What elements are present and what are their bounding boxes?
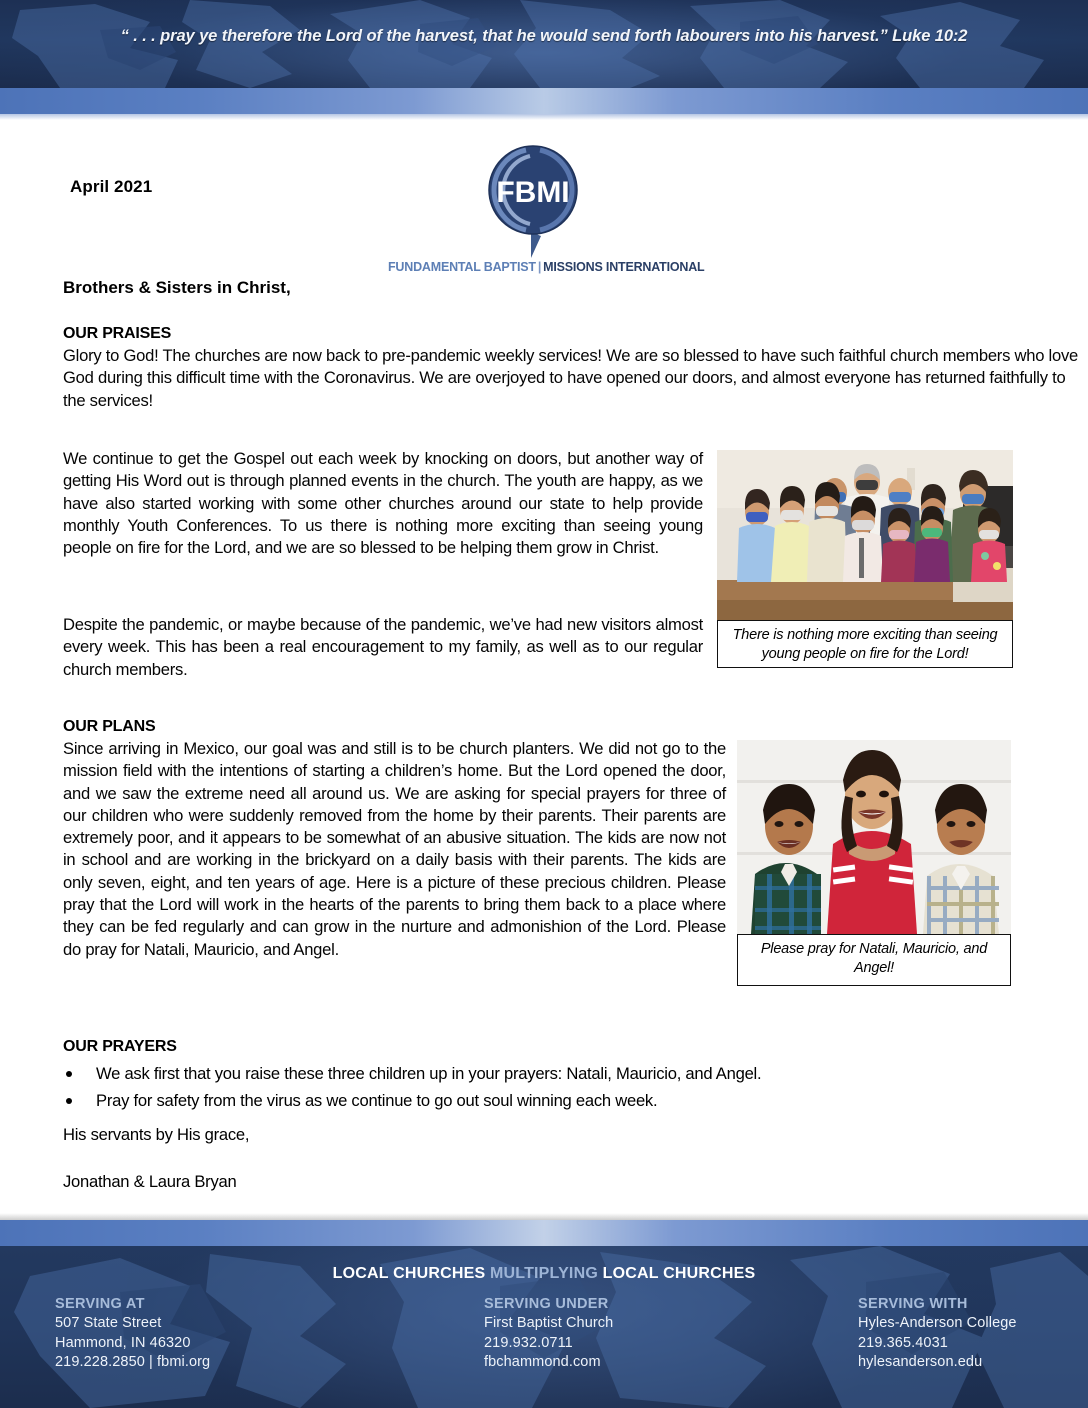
- footer-tagline: [0, 1265, 1088, 1283]
- letter-page: [0, 120, 1088, 1220]
- header-scripture-quote: “ . . . pray ye therefore the Lord of the harvest, that he would send forth labourers into his harvest.” Luke 10:2: [120, 27, 968, 45]
- footer-column-line: Hyles-Anderson College: [858, 1315, 1017, 1331]
- section-heading-our-prayers: OUR PRAYERS: [63, 1038, 177, 1055]
- fbmi-logo: [388, 138, 705, 290]
- letter-date: April 2021: [70, 177, 153, 196]
- footer-column-line[interactable]: fbchammond.com: [484, 1354, 601, 1370]
- footer-column-line[interactable]: 219.228.2850 | fbmi.org: [55, 1354, 211, 1370]
- footer-column-serving-with: [858, 1296, 1017, 1373]
- footer-column-line: Hammond, IN 46320: [55, 1334, 191, 1351]
- letter-salutation: Brothers & Sisters in Christ,: [63, 278, 291, 297]
- footer-column-line: 219.365.4031: [858, 1334, 948, 1351]
- footer-column-line[interactable]: hylesanderson.edu: [858, 1354, 983, 1370]
- fbmi-logo-wordmark: [388, 260, 705, 274]
- footer-banner: [0, 1246, 1088, 1408]
- footer-accent-strip: [0, 1220, 1088, 1246]
- logo-words-a: FUNDAMENTAL BAPTIST: [388, 260, 536, 274]
- footer-column-line: 219.932.0711: [484, 1334, 573, 1351]
- list-item: Pray for safety from the virus as we continue to go out soul winning each week.: [63, 1087, 963, 1114]
- footer-tagline-part-2: MULTIPLYING: [490, 1265, 598, 1282]
- figure-three-children: [737, 740, 1011, 986]
- signature-line: Jonathan & Laura Bryan: [63, 1172, 237, 1191]
- footer-column-serving-under: [484, 1296, 613, 1373]
- footer-column-heading: SERVING UNDER: [484, 1296, 609, 1312]
- fbmi-logo-mark-icon: [468, 138, 598, 260]
- logo-words-divider: |: [537, 260, 542, 274]
- paragraph-praises-2: We continue to get the Gospel out each week by knocking on doors, but another way of getting His Word out is through planned events in the church. The youth are happy, as we have also started working with some other churches around our state to help provide monthly Youth Conferences. To us there is nothing more exciting than seeing young people on fire for the Lord, and we are so blessed to be helping them grow in Christ.: [63, 449, 703, 558]
- paragraph-plans: Since arriving in Mexico, our goal was and still is to be church planters. We did not go to the mission field with the intentions of starting a children’s home. But the Lord opened the door, and we saw the extreme need all around us. We are asking for special prayers for three of our children who were suddenly removed from the home by their parents. Their parents are extremely poor, and it appears to be somewhat of an abusive situation. The kids are now not in school and are working in the brickyard on a daily basis with their parents. The kids are only seven, eight, and ten years of age. Here is a picture of these precious children. Please pray that the Lord will work in the hearts of the parents to bring them back to a place where they can be fed regularly and can grow in the nurture and admonishion of the Lord. Please do pray for Natali, Mauricio, and Angel.: [63, 739, 726, 959]
- footer-tagline-part-1: LOCAL CHURCHES: [332, 1265, 486, 1282]
- footer-column-heading: SERVING WITH: [858, 1296, 968, 1312]
- header-accent-strip: [0, 88, 1088, 114]
- footer-column-heading: SERVING AT: [55, 1296, 145, 1312]
- closing-line: His servants by His grace,: [63, 1125, 250, 1144]
- footer-column-line: 507 State Street: [55, 1315, 162, 1331]
- footer-tagline-part-3: LOCAL CHURCHES: [602, 1265, 756, 1282]
- section-heading-our-plans: OUR PLANS: [63, 718, 156, 735]
- three-children-photo: [737, 740, 1011, 934]
- children-photo-caption: Please pray for Natali, Mauricio, and Angel!: [737, 934, 1011, 986]
- figure-youth-group: [717, 450, 1013, 668]
- youth-group-photo: [717, 450, 1013, 620]
- svg-text:FBMI: FBMI: [496, 176, 570, 209]
- logo-words-b: MISSIONS INTERNATIONAL: [543, 260, 705, 274]
- prayer-requests-list: [63, 1060, 963, 1114]
- footer-columns: [0, 1296, 1088, 1396]
- paragraph-praises-3: Despite the pandemic, or maybe because of the pandemic, we’ve had new visitors almost every week. This has been a real encouragement to my family, as well as to our regular church members.: [63, 615, 703, 679]
- youth-photo-caption: There is nothing more exciting than seeing young people on fire for the Lord!: [717, 620, 1013, 668]
- list-item: We ask first that you raise these three children up in your prayers: Natali, Mauricio, and Angel.: [63, 1060, 963, 1087]
- paragraph-praises-1: Glory to God! The churches are now back to pre-pandemic weekly services! We are so blessed to have such faithful church members who love God during this difficult time with the Coronavirus. We are overjoyed to have opened our doors, and almost everyone has returned faithfully to the services!: [63, 346, 1078, 410]
- header-banner: [0, 0, 1088, 88]
- section-heading-our-praises: OUR PRAISES: [63, 325, 172, 342]
- footer-column-serving-at: [55, 1296, 210, 1373]
- footer-column-line: First Baptist Church: [484, 1315, 614, 1331]
